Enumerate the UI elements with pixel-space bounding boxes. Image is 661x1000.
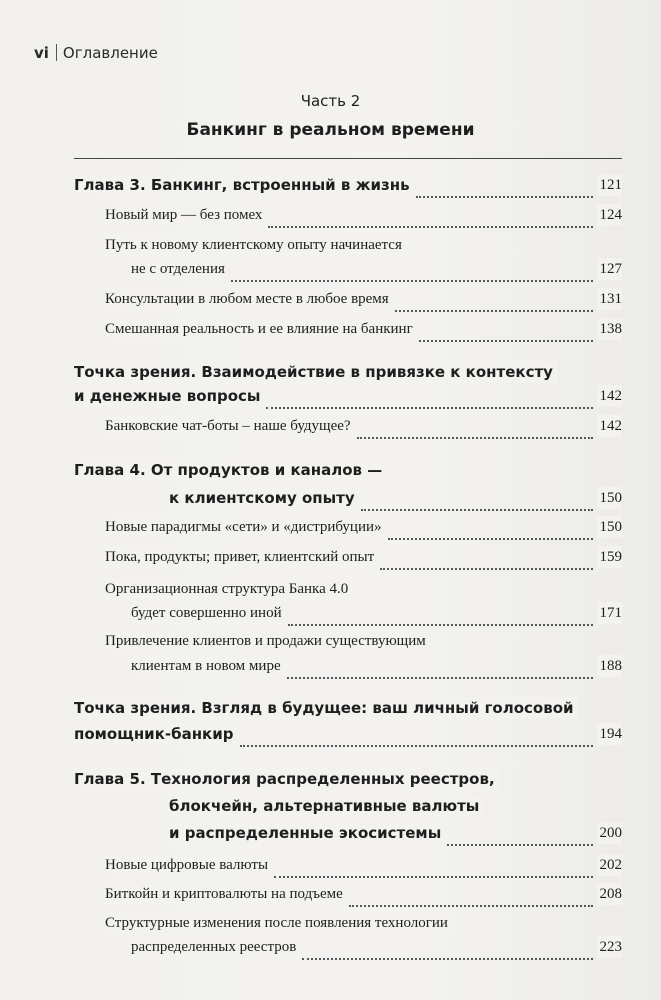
section-title: Оглавление — [62, 44, 158, 62]
section-title: Новые цифровые валюты — [105, 854, 272, 876]
toc-page-number: 200 — [597, 822, 623, 844]
toc-line — [0, 795, 661, 819]
dot-leader — [380, 548, 592, 570]
section-title: Консультации в любом месте в любое время — [105, 288, 393, 310]
toc-line — [0, 204, 661, 228]
dot-leader — [302, 938, 592, 960]
chapter-title: Глава 4. От продуктов и каналов — — [74, 459, 386, 481]
section-title: не с отделения — [131, 258, 229, 280]
viewpoint-title: помощник-банкир — [74, 723, 238, 745]
toc-page-number: 121 — [597, 174, 623, 196]
toc-page-number: 138 — [597, 318, 623, 340]
toc-line — [0, 174, 661, 198]
chapter-title: и распределенные экосистемы — [169, 822, 445, 844]
toc-line — [0, 385, 661, 409]
dot-leader — [266, 387, 592, 409]
toc-line — [0, 723, 661, 747]
toc-page-number: 171 — [597, 602, 623, 624]
toc-page-number: 150 — [597, 487, 623, 509]
page-number: vi — [34, 44, 49, 62]
toc-line — [0, 854, 661, 878]
toc-line — [0, 546, 661, 570]
toc-line — [0, 630, 661, 654]
toc-line — [0, 415, 661, 439]
section-title: Пока, продукты; привет, клиентский опыт — [105, 546, 378, 568]
toc-line — [0, 487, 661, 511]
dot-leader — [361, 489, 593, 511]
toc-page-number: 202 — [597, 854, 623, 876]
viewpoint-title: и денежные вопросы — [74, 385, 264, 407]
running-header — [34, 44, 158, 62]
toc-line — [0, 361, 661, 385]
toc-page-number: 194 — [597, 723, 623, 745]
toc-line — [0, 912, 661, 936]
toc-page-number: 127 — [597, 258, 623, 280]
toc-line — [0, 459, 661, 483]
part-label: Часть 2 — [300, 92, 361, 110]
section-title: Структурные изменения после появления технологии — [105, 912, 452, 934]
toc-line — [0, 234, 661, 258]
toc-line — [0, 697, 661, 721]
dot-leader — [395, 290, 593, 312]
dot-leader — [388, 518, 593, 540]
section-title: Банковские чат-боты – наше будущее? — [105, 415, 355, 437]
dot-leader — [349, 885, 593, 907]
toc-line — [0, 936, 661, 960]
toc-line — [0, 288, 661, 312]
dot-leader — [268, 206, 592, 228]
dot-leader — [416, 176, 593, 198]
chapter-title: Глава 3. Банкинг, встроенный в жизнь — [74, 174, 414, 196]
toc-line — [0, 516, 661, 540]
toc-page-number: 150 — [597, 516, 623, 538]
dot-leader — [274, 856, 592, 878]
toc-page-number: 142 — [597, 415, 623, 437]
dot-leader — [287, 657, 593, 679]
toc-line — [0, 318, 661, 342]
section-title: Путь к новому клиентскому опыту начинается — [105, 234, 406, 256]
toc-page-number: 188 — [597, 655, 623, 677]
toc-page-number: 131 — [597, 288, 623, 310]
toc-line — [0, 655, 661, 679]
toc-page-number: 159 — [597, 546, 623, 568]
divider-rule — [74, 158, 622, 159]
dot-leader — [231, 260, 593, 282]
dot-leader — [419, 320, 593, 342]
viewpoint-title: Точка зрения. Взгляд в будущее: ваш личный голосовой — [74, 697, 578, 719]
dot-leader — [357, 417, 593, 439]
dot-leader — [240, 725, 593, 747]
section-title: Смешанная реальность и ее влияние на банкинг — [105, 318, 417, 340]
dot-leader — [288, 604, 593, 626]
chapter-title: к клиентскому опыту — [169, 487, 359, 509]
part-title: Банкинг в реальном времени — [186, 120, 475, 140]
toc-line — [0, 883, 661, 907]
section-title: Новые парадигмы «сети» и «дистрибуции» — [105, 516, 386, 538]
section-title: Организационная структура Банка 4.0 — [105, 578, 352, 600]
toc-page-number: 223 — [597, 936, 623, 958]
toc-page-number: 124 — [597, 204, 623, 226]
chapter-title: Глава 5. Технология распределенных реестров, — [74, 768, 499, 790]
section-title: клиентам в новом мире — [131, 655, 285, 677]
section-title: Биткойн и криптовалюты на подъеме — [105, 883, 347, 905]
section-title: Привлечение клиентов и продажи существующим — [105, 630, 430, 652]
toc-page-number: 208 — [597, 883, 623, 905]
header-divider — [56, 44, 57, 61]
toc-line — [0, 602, 661, 626]
section-title: будет совершенно иной — [131, 602, 286, 624]
toc-line — [0, 258, 661, 282]
viewpoint-title: Точка зрения. Взаимодействие в привязке к контексту — [74, 361, 557, 383]
section-title: распределенных реестров — [131, 936, 300, 958]
dot-leader — [447, 824, 592, 846]
chapter-title: блокчейн, альтернативные валюты — [169, 795, 483, 817]
section-title: Новый мир — без помех — [105, 204, 266, 226]
toc-line — [0, 578, 661, 602]
toc-line — [0, 822, 661, 846]
toc-line — [0, 768, 661, 792]
toc-page-number: 142 — [597, 385, 623, 407]
